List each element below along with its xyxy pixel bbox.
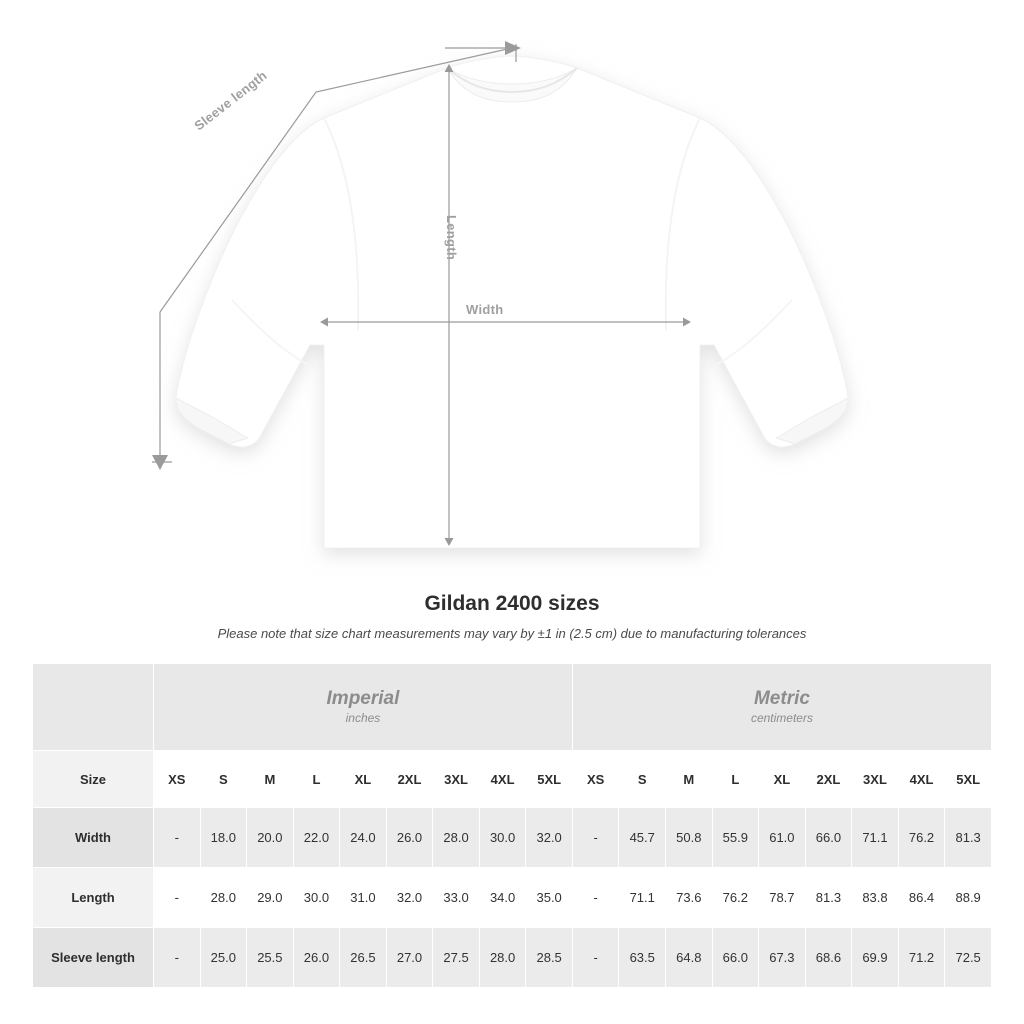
cell-sleeve-length-metric-l: 66.0 <box>712 928 759 988</box>
cell-sleeve-length-metric-s: 63.5 <box>619 928 666 988</box>
cell-length-metric-4xl: 86.4 <box>898 868 945 928</box>
cell-width-imperial-3xl: 28.0 <box>433 808 480 868</box>
size-column-header-imperial-2xl: 2XL <box>386 751 433 808</box>
size-column-header-metric-xs: XS <box>572 751 619 808</box>
cell-sleeve-length-imperial-l: 26.0 <box>293 928 340 988</box>
cell-width-imperial-5xl: 32.0 <box>526 808 573 868</box>
cell-length-metric-5xl: 88.9 <box>945 868 992 928</box>
cell-length-imperial-xs: - <box>154 868 201 928</box>
tolerance-note: Please note that size chart measurements may vary by ±1 in (2.5 cm) due to manufacturing tolerances <box>217 626 807 641</box>
cell-sleeve-length-imperial-m: 25.5 <box>247 928 294 988</box>
cell-sleeve-length-metric-m: 64.8 <box>666 928 713 988</box>
cell-width-imperial-4xl: 30.0 <box>479 808 526 868</box>
cell-length-imperial-s: 28.0 <box>200 868 247 928</box>
cell-sleeve-length-metric-3xl: 69.9 <box>852 928 899 988</box>
size-column-header-imperial-xs: XS <box>154 751 201 808</box>
page-title: Gildan 2400 sizes <box>424 592 600 615</box>
size-chart-table <box>32 663 992 988</box>
size-column-header-metric-xl: XL <box>759 751 806 808</box>
cell-width-metric-l: 55.9 <box>712 808 759 868</box>
cell-length-metric-xs: - <box>572 868 619 928</box>
cell-sleeve-length-metric-xl: 67.3 <box>759 928 806 988</box>
cell-width-metric-s: 45.7 <box>619 808 666 868</box>
cell-sleeve-length-metric-2xl: 68.6 <box>805 928 852 988</box>
cell-sleeve-length-imperial-4xl: 28.0 <box>479 928 526 988</box>
system-unit: centimeters <box>750 711 813 726</box>
cell-width-metric-3xl: 71.1 <box>852 808 899 868</box>
cell-length-imperial-2xl: 32.0 <box>386 868 433 928</box>
size-column-header-imperial-xl: XL <box>340 751 387 808</box>
row-label-width: Width <box>33 808 154 868</box>
row-label-sleeve-length: Sleeve length <box>33 928 154 988</box>
size-column-header-imperial-s: S <box>200 751 247 808</box>
cell-sleeve-length-metric-4xl: 71.2 <box>898 928 945 988</box>
system-header-metric <box>572 664 991 751</box>
cell-sleeve-length-imperial-2xl: 27.0 <box>386 928 433 988</box>
cell-length-metric-m: 73.6 <box>666 868 713 928</box>
size-table-wrapper <box>32 663 992 988</box>
cell-width-imperial-xs: - <box>154 808 201 868</box>
size-column-header-metric-2xl: 2XL <box>805 751 852 808</box>
cell-sleeve-length-imperial-xl: 26.5 <box>340 928 387 988</box>
cell-length-metric-3xl: 83.8 <box>852 868 899 928</box>
system-name: Imperial <box>326 687 400 709</box>
table-row <box>33 808 992 868</box>
cell-sleeve-length-imperial-s: 25.0 <box>200 928 247 988</box>
size-header-row <box>33 751 992 808</box>
cell-width-metric-4xl: 76.2 <box>898 808 945 868</box>
length-label: Length <box>444 215 459 261</box>
cell-sleeve-length-imperial-5xl: 28.5 <box>526 928 573 988</box>
cell-width-imperial-2xl: 26.0 <box>386 808 433 868</box>
size-column-header-imperial-3xl: 3XL <box>433 751 480 808</box>
system-unit: inches <box>345 711 381 726</box>
size-column-header-metric-s: S <box>619 751 666 808</box>
cell-length-metric-2xl: 81.3 <box>805 868 852 928</box>
cell-length-imperial-l: 30.0 <box>293 868 340 928</box>
cell-length-imperial-4xl: 34.0 <box>479 868 526 928</box>
size-column-header-metric-5xl: 5XL <box>945 751 992 808</box>
size-column-header-imperial-5xl: 5XL <box>526 751 573 808</box>
cell-sleeve-length-imperial-xs: - <box>154 928 201 988</box>
cell-width-imperial-m: 20.0 <box>247 808 294 868</box>
size-header-label: Size <box>33 751 154 808</box>
title-block <box>0 592 1024 641</box>
cell-width-metric-2xl: 66.0 <box>805 808 852 868</box>
cell-width-imperial-s: 18.0 <box>200 808 247 868</box>
cell-length-imperial-5xl: 35.0 <box>526 868 573 928</box>
cell-sleeve-length-imperial-3xl: 27.5 <box>433 928 480 988</box>
cell-width-imperial-l: 22.0 <box>293 808 340 868</box>
table-row <box>33 928 992 988</box>
row-label-length: Length <box>33 868 154 928</box>
cell-length-imperial-xl: 31.0 <box>340 868 387 928</box>
cell-width-imperial-xl: 24.0 <box>340 808 387 868</box>
cell-sleeve-length-metric-5xl: 72.5 <box>945 928 992 988</box>
table-row <box>33 868 992 928</box>
size-column-header-imperial-m: M <box>247 751 294 808</box>
cell-width-metric-xl: 61.0 <box>759 808 806 868</box>
sleeve-length-label: Sleeve length <box>191 67 270 134</box>
size-column-header-metric-l: L <box>712 751 759 808</box>
system-name: Metric <box>753 687 810 709</box>
group-row-spacer <box>33 664 154 751</box>
system-header-row <box>33 664 992 751</box>
cell-length-imperial-3xl: 33.0 <box>433 868 480 928</box>
cell-length-metric-xl: 78.7 <box>759 868 806 928</box>
shirt-body-shape <box>176 56 848 548</box>
size-column-header-metric-4xl: 4XL <box>898 751 945 808</box>
system-header-imperial <box>154 664 573 751</box>
size-column-header-metric-m: M <box>666 751 713 808</box>
width-label: Width <box>466 302 504 317</box>
cell-length-metric-l: 76.2 <box>712 868 759 928</box>
cell-length-imperial-m: 29.0 <box>247 868 294 928</box>
size-column-header-metric-3xl: 3XL <box>852 751 899 808</box>
cell-length-metric-s: 71.1 <box>619 868 666 928</box>
size-column-header-imperial-4xl: 4XL <box>479 751 526 808</box>
cell-width-metric-5xl: 81.3 <box>945 808 992 868</box>
cell-width-metric-m: 50.8 <box>666 808 713 868</box>
size-column-header-imperial-l: L <box>293 751 340 808</box>
cell-width-metric-xs: - <box>572 808 619 868</box>
cell-sleeve-length-metric-xs: - <box>572 928 619 988</box>
